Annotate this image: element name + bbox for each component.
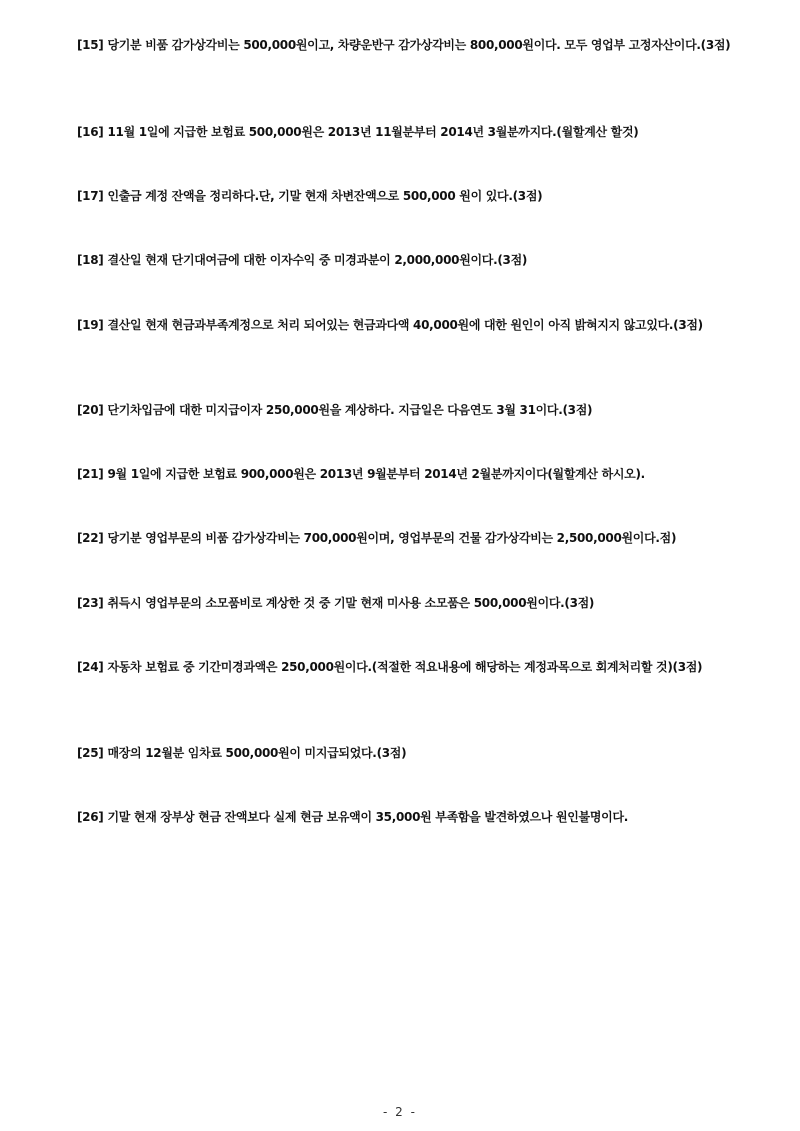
- problem-number: [24]: [77, 660, 104, 674]
- problem-22: [77, 527, 741, 549]
- problem-text: 당기분 영업부문의 비품 감가상각비는 700,000원이며, 영업부문의 건물 감가상각비는 2,500,000원이다.점): [107, 531, 677, 545]
- problem-number: [17]: [77, 189, 104, 203]
- problem-20: [77, 399, 741, 421]
- problem-number: [20]: [77, 403, 104, 417]
- problem-16: [77, 121, 741, 143]
- problem-text: 인출금 계정 잔액을 정리하다.단, 기말 현재 차변잔액으로 500,000 원이 있다.(3점): [107, 189, 543, 203]
- problem-number: [26]: [77, 810, 104, 824]
- problem-text: 취득시 영업부문의 소모품비로 계상한 것 중 기말 현재 미사용 소모품은 500,000원이다.(3점): [107, 596, 595, 610]
- problem-number: [21]: [77, 467, 104, 481]
- problem-text: 결산일 현재 단기대여금에 대한 이자수익 중 미경과분이 2,000,000원이다.(3점): [107, 253, 528, 267]
- problem-26: [77, 806, 741, 828]
- problem-21: [77, 463, 741, 485]
- page-number: - 2 -: [383, 1105, 417, 1119]
- problem-24: [77, 656, 741, 678]
- problem-text: 11월 1일에 지급한 보험료 500,000원은 2013년 11월분부터 2014년 3월분까지다.(월할계산 할것): [107, 125, 639, 139]
- problem-18: [77, 249, 741, 271]
- problem-17: [77, 185, 741, 207]
- problem-23: [77, 592, 741, 614]
- problem-text: 매장의 12월분 임차료 500,000원이 미지급되었다.(3점): [107, 746, 407, 760]
- problem-text: 결산일 현재 현금과부족계정으로 처리 되어있는 현금과다액 40,000원에 대한 원인이 아직 밝혀지지 않고있다.(3점): [107, 318, 703, 332]
- problem-15: [77, 34, 741, 56]
- problem-number: [15]: [77, 38, 104, 52]
- problem-text: 단기차입금에 대한 미지급이자 250,000원을 계상하다. 지급일은 다음연도 3월 31이다.(3점): [107, 403, 593, 417]
- problem-number: [19]: [77, 318, 104, 332]
- problem-text: 당기분 비품 감가상각비는 500,000원이고, 차량운반구 감가상각비는 800,000원이다. 모두 영업부 고정자산이다.(3점): [107, 38, 731, 52]
- problem-number: [22]: [77, 531, 104, 545]
- problem-text: 기말 현재 장부상 현금 잔액보다 실제 현금 보유액이 35,000원 부족함을 발견하였으나 원인불명이다.: [107, 810, 628, 824]
- problem-number: [25]: [77, 746, 104, 760]
- problem-text: 자동차 보험료 중 기간미경과액은 250,000원이다.(적절한 적요내용에 해당하는 계정과목으로 회계처리할 것)(3점): [107, 660, 703, 674]
- problem-number: [18]: [77, 253, 104, 267]
- problem-text: 9월 1일에 지급한 보험료 900,000원은 2013년 9월분부터 2014년 2월분까지이다(월할계산 하시오).: [107, 467, 645, 481]
- problem-number: [16]: [77, 125, 104, 139]
- problem-number: [23]: [77, 596, 104, 610]
- problem-25: [77, 742, 741, 764]
- problem-19: [77, 314, 741, 336]
